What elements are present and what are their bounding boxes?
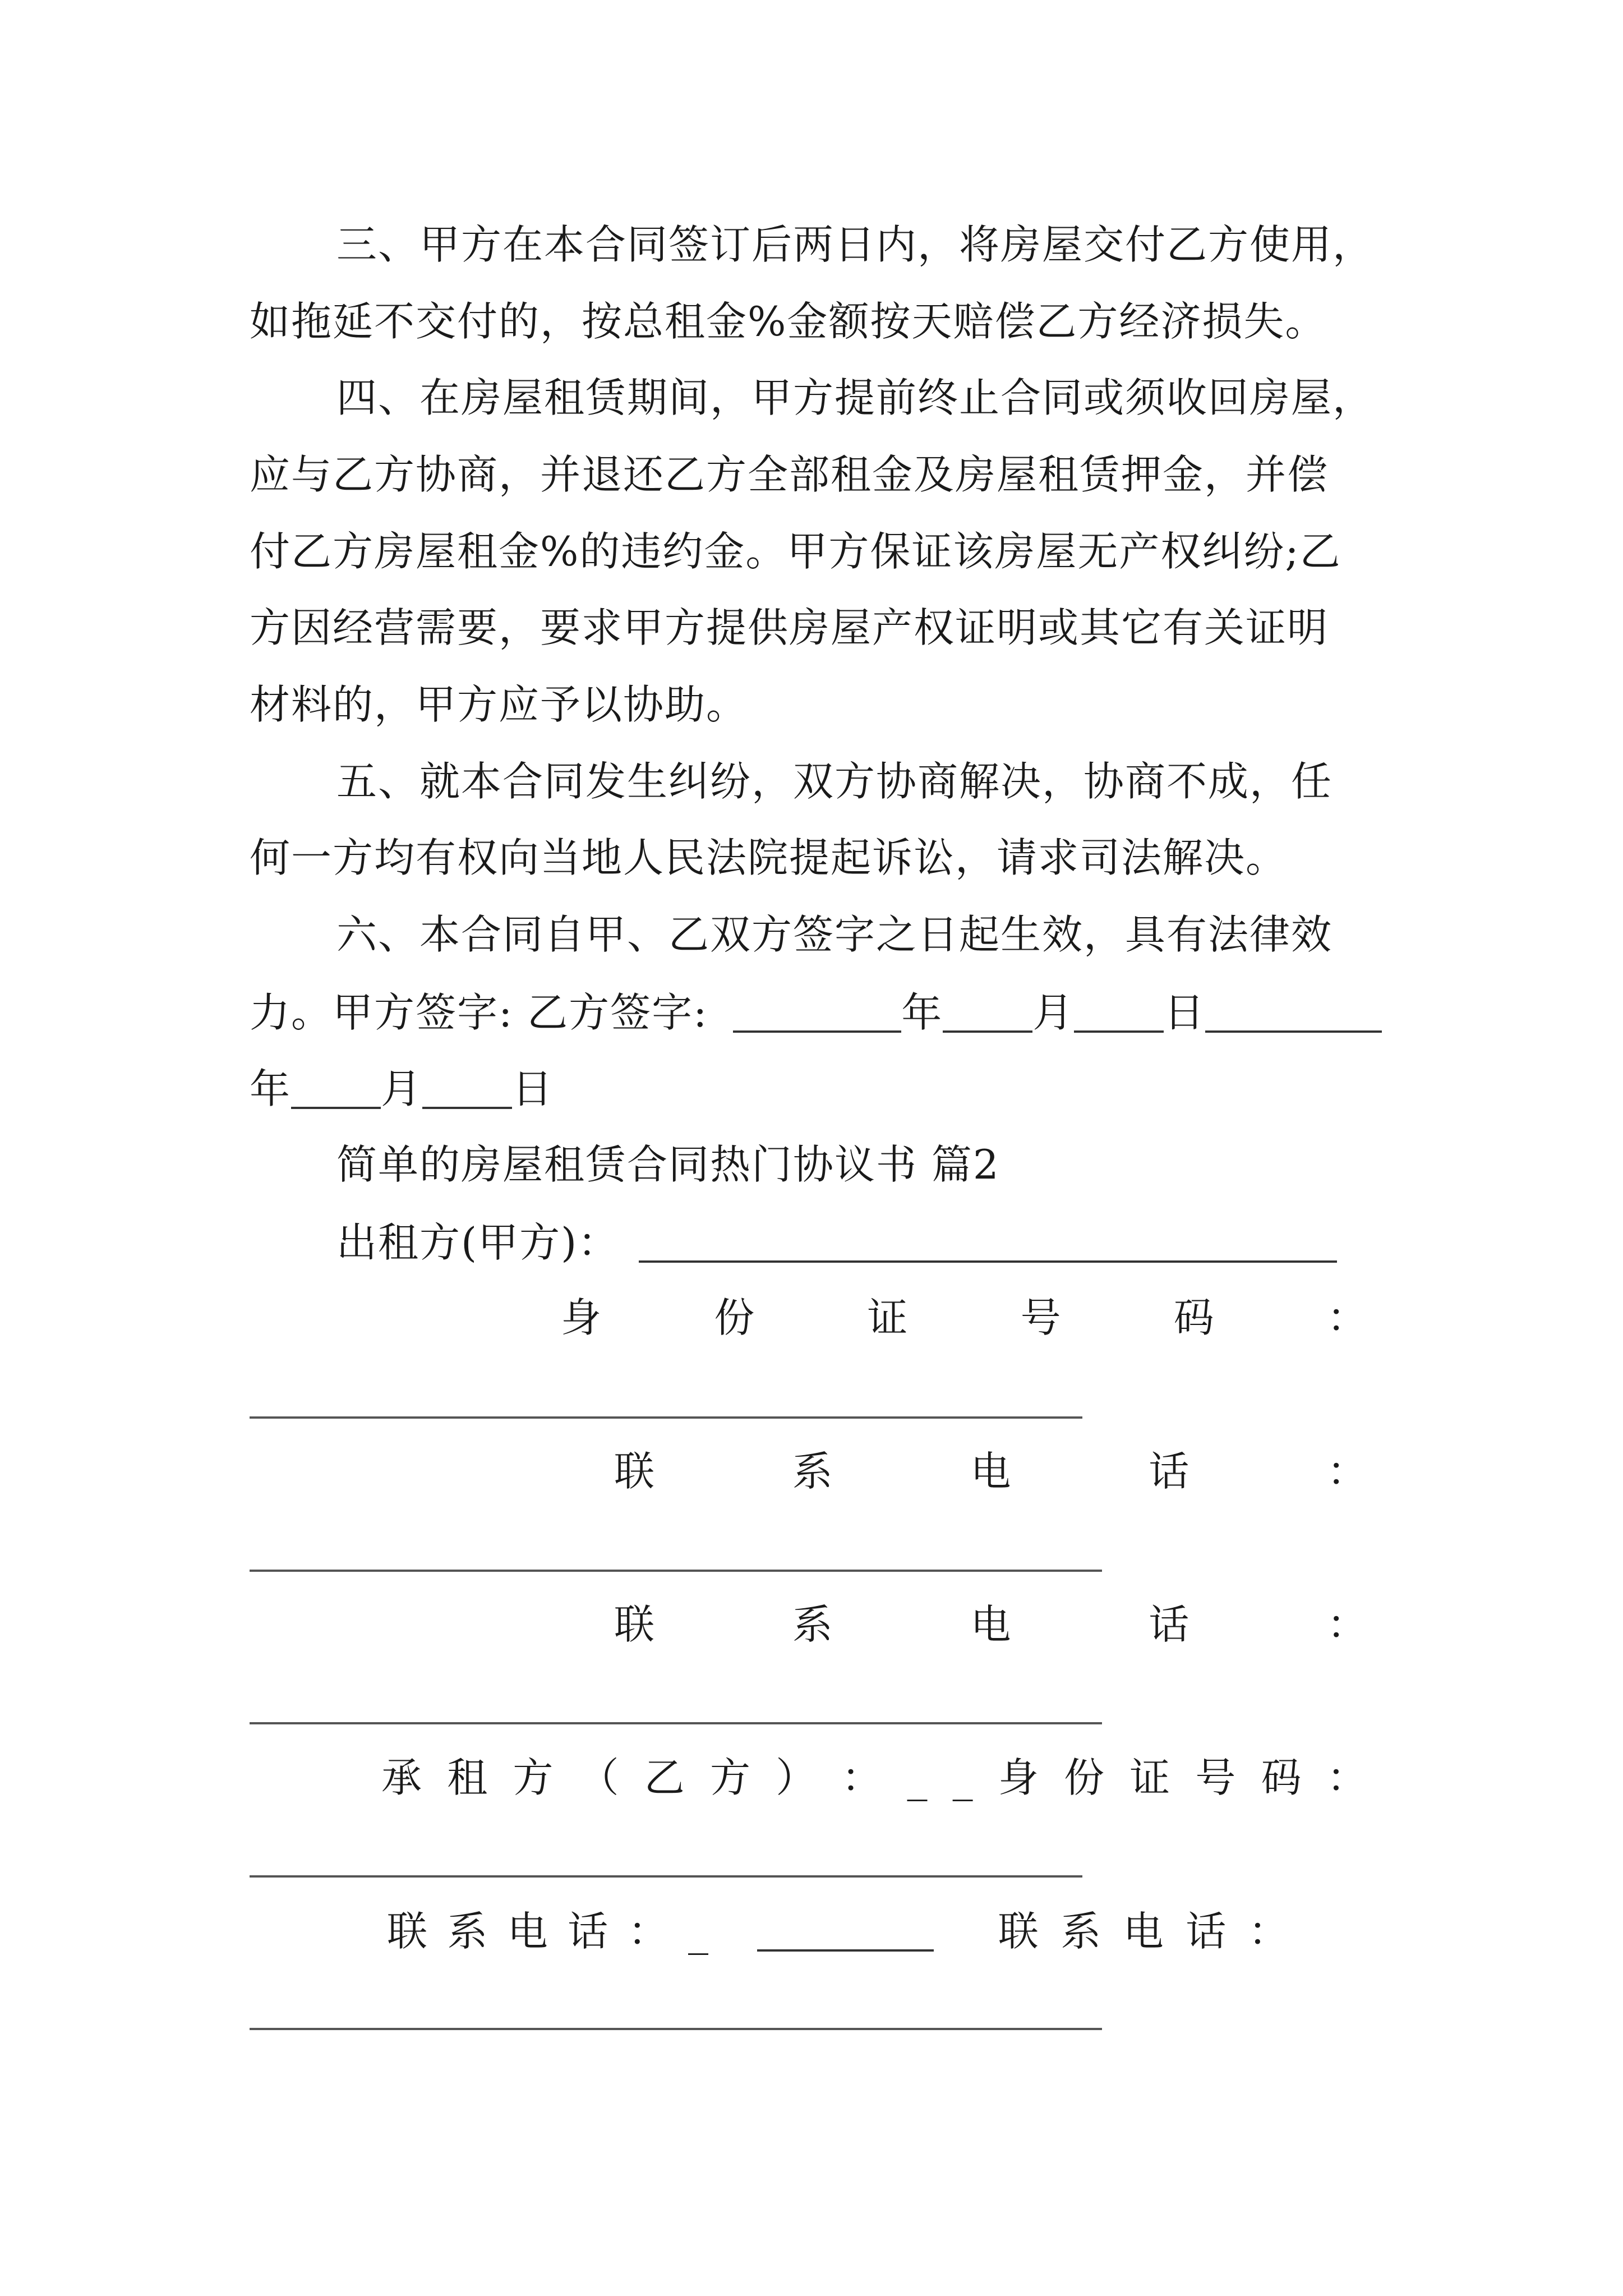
clause-3-line-1: 三、甲方在本合同签订后两日内，将房屋交付乙方使用， (336, 221, 1375, 268)
clause-4-line-2: 应与乙方协商，并退还乙方全部租金及房屋租赁押金，并偿 (250, 451, 1329, 498)
day-label: 日 (512, 1065, 554, 1112)
lessee-row: 承 租 方 （ 乙 方 ） ： _ _ 身 份 证 号 码 ： (381, 1754, 1368, 1801)
lessor-blank (639, 1221, 1337, 1263)
month-label: 月 (381, 1065, 423, 1112)
date-line (250, 1065, 1388, 1112)
phone-label-left: 联 系 电 话 ： _ (387, 1908, 709, 1955)
lessor-label: 出租方(甲方)： (336, 1219, 620, 1266)
date-blank (1205, 991, 1382, 1033)
date-blank (943, 991, 1032, 1033)
phone-blank-1 (250, 1570, 1102, 1572)
date-blank (733, 991, 901, 1033)
lessee-id-blank (250, 1875, 1082, 1878)
day-label: 日 (1164, 989, 1206, 1036)
phone-row-2: 联 系 电 话 ： (614, 1601, 1368, 1648)
date-blank (1074, 991, 1164, 1033)
clause-4-line-4: 方因经营需要，要求甲方提供房屋产权证明或其它有关证明 (250, 604, 1329, 651)
section-title: 简单的房屋租赁合同热门协议书 篇2 (336, 1141, 1000, 1188)
signature-label: 力。甲方签字: 乙方签字: (250, 989, 708, 1036)
clause-5-line-2: 何一方均有权向当地人民法院提起诉讼，请求司法解决。 (250, 834, 1288, 881)
lessor-line (336, 1219, 1388, 1266)
clause-5-line-1: 五、就本合同发生纠纷，双方协商解决，协商不成，任 (336, 758, 1333, 805)
phone-blank (757, 1910, 934, 1952)
phone-row-1: 联 系 电 话 ： (614, 1448, 1368, 1495)
signature-line (250, 989, 1388, 1036)
lessee-phone-row (387, 1908, 1368, 1955)
year-label: 年 (250, 1065, 292, 1112)
month-label: 月 (1032, 989, 1075, 1036)
lessee-phone-blank (250, 2028, 1102, 2030)
date-blank (422, 1068, 512, 1109)
id-number-blank (250, 1416, 1082, 1419)
clause-6-line-1: 六、本合同自甲、乙双方签字之日起生效，具有法律效 (336, 911, 1333, 958)
clause-4-line-1: 四、在房屋租赁期间，甲方提前终止合同或须收回房屋， (336, 374, 1375, 421)
phone-blank-2 (250, 1722, 1102, 1724)
year-label: 年 (901, 989, 943, 1036)
phone-label-right: 联 系 电 话 ： (998, 1908, 1290, 1955)
date-blank (291, 1068, 381, 1109)
clause-3-line-2: 如拖延不交付的，按总租金%金额按天赔偿乙方经济损失。 (250, 298, 1327, 345)
clause-4-line-5: 材料的，甲方应予以协助。 (250, 681, 748, 728)
id-number-row: 身 份 证 号 码 ： (561, 1294, 1368, 1341)
clause-4-line-3: 付乙方房屋租金%的违约金。甲方保证该房屋无产权纠纷;乙 (250, 528, 1341, 575)
